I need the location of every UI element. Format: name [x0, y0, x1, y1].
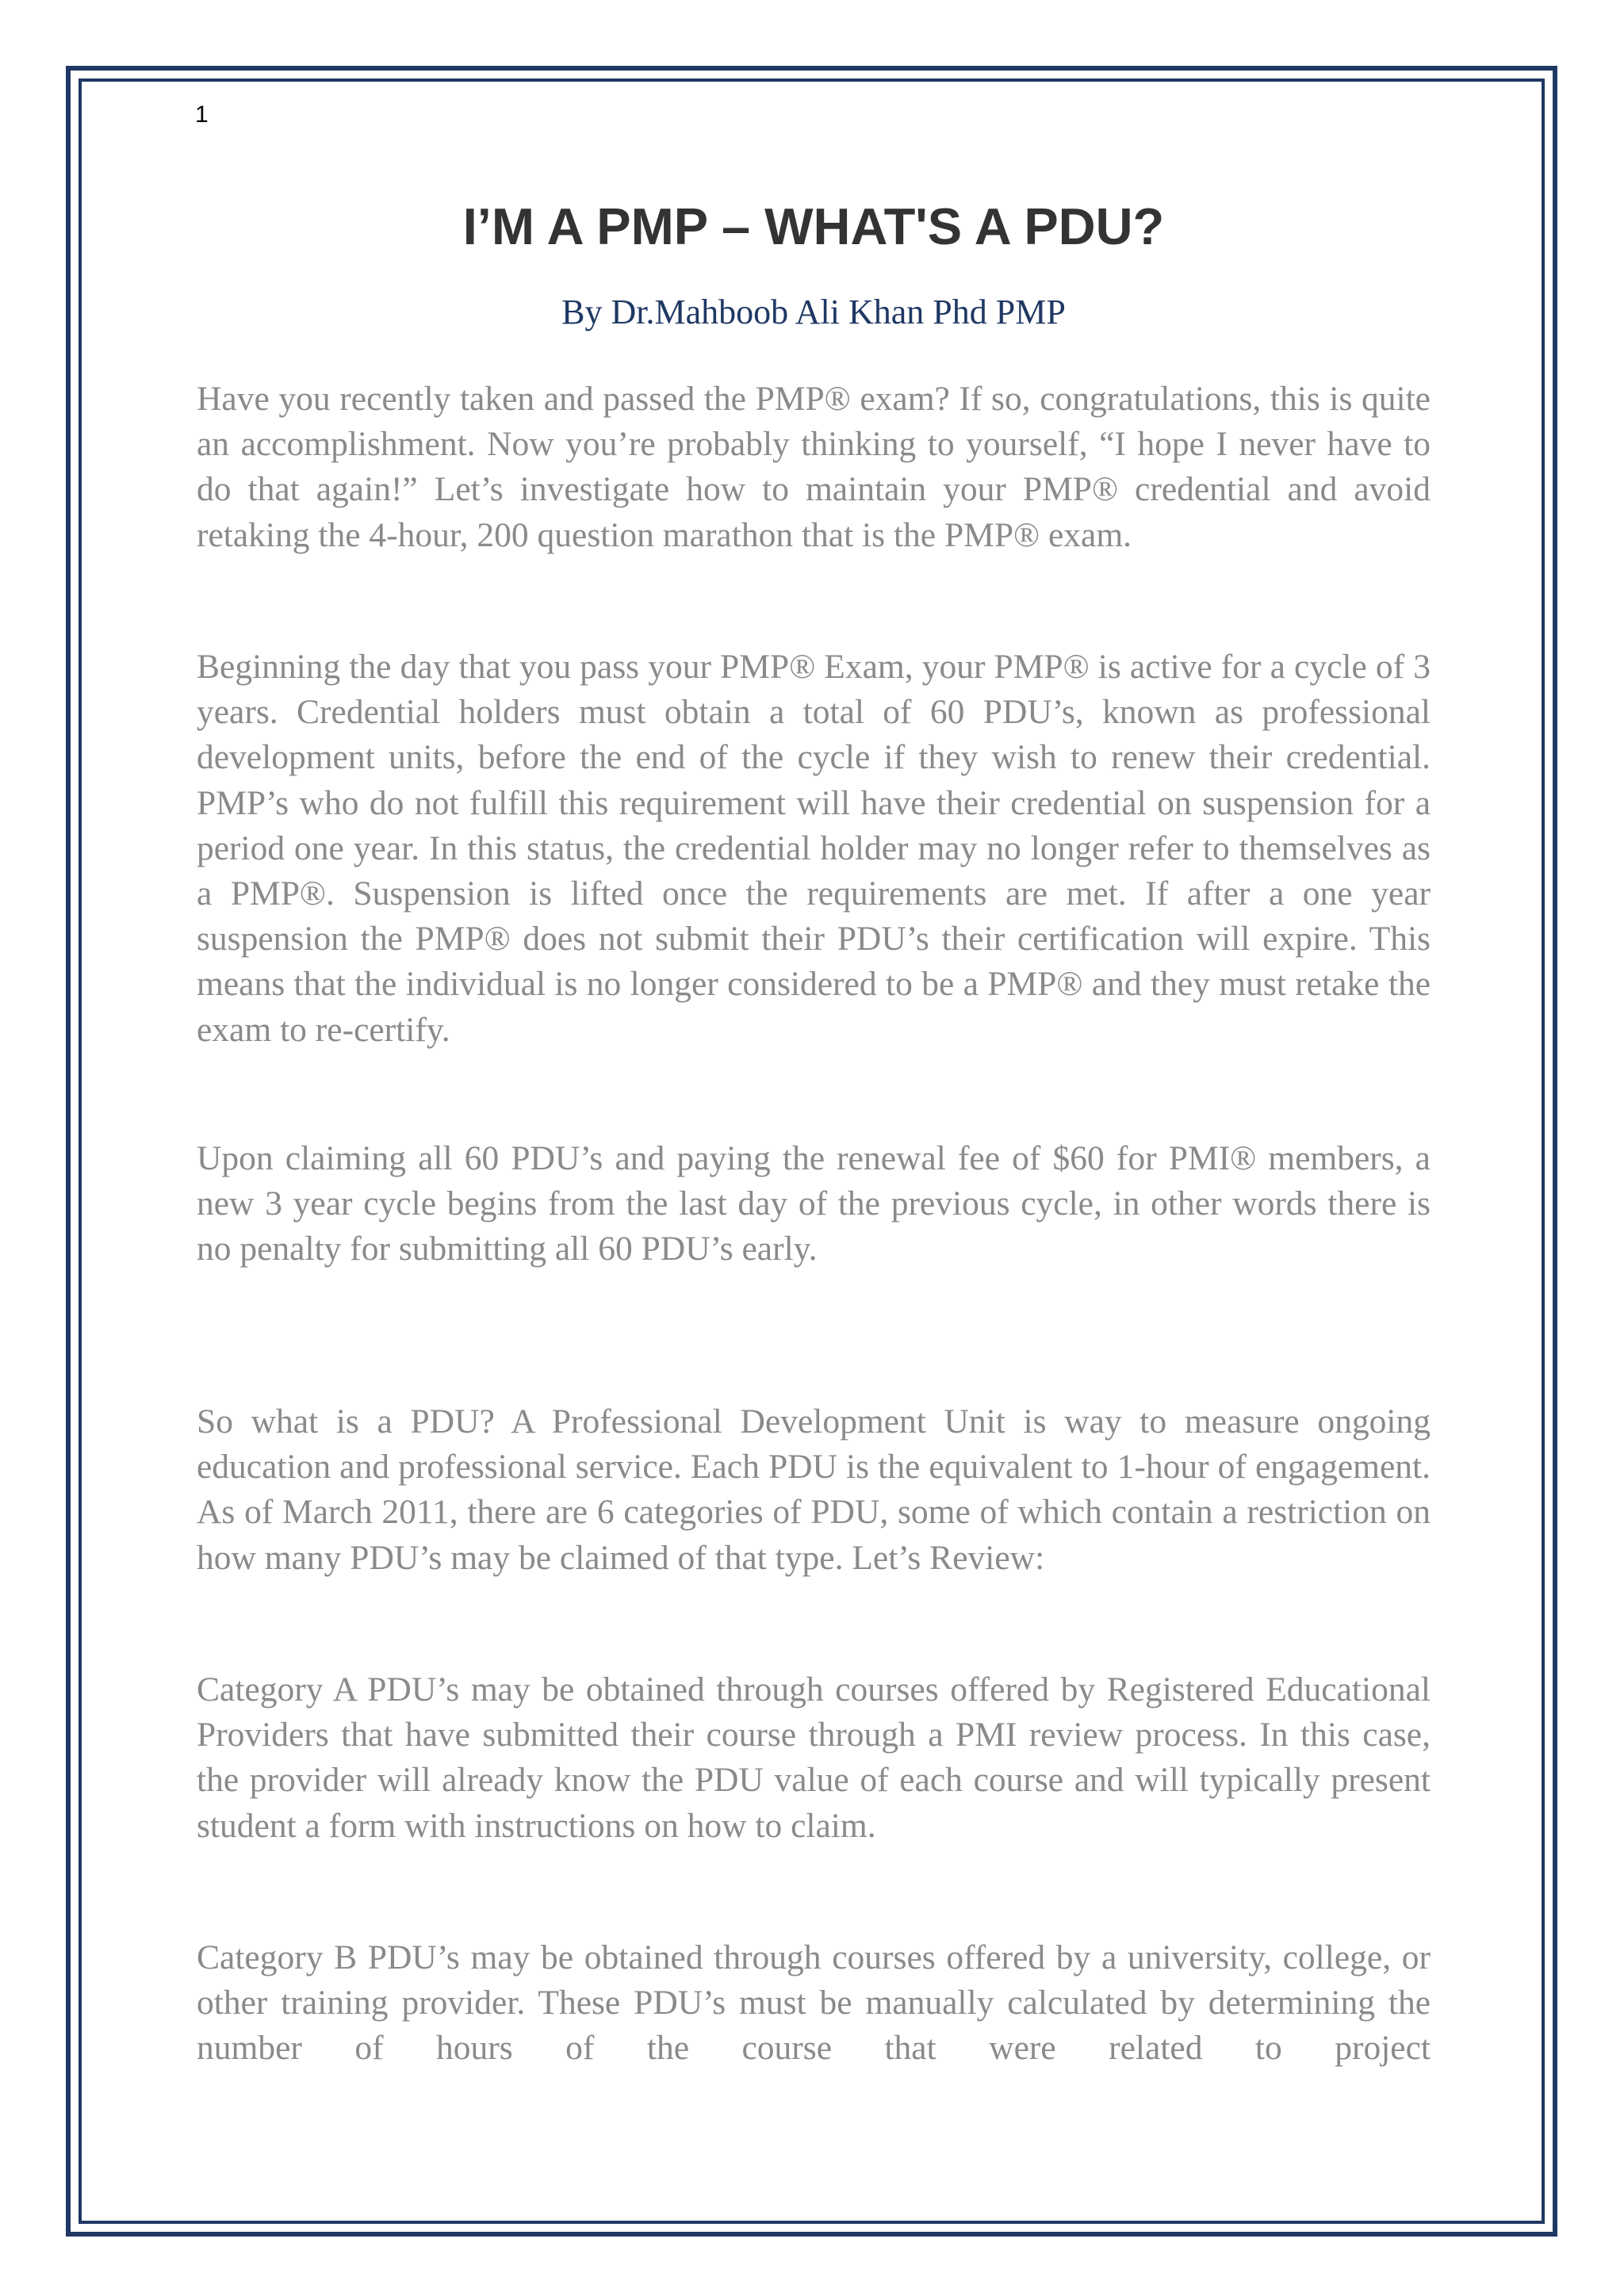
- document-author: By Dr.Mahboob Ali Khan Phd PMP: [561, 293, 1066, 331]
- paragraph-intro: Have you recently taken and passed the PMP® exam? If so, congratulations, this is quite an accomplishment. Now you’re probably thinking to yourself, “I hope I never have to do that again!” Let’s investigate how to maintain your PMP® credential and avoid retaking the 4-hour, 200 question marathon that is the PMP® exam.: [197, 380, 1431, 554]
- paragraph-category-a: Category A PDU’s may be obtained through courses offered by Registered Educational Providers that have submitted their course through a PMI review process. In this case, the provider will already know the PDU value of each course and will typically present student a form with instructions on how to claim.: [197, 1670, 1431, 1845]
- paragraph-cycle: Beginning the day that you pass your PMP® Exam, your PMP® is active for a cycle of 3 years. Credential holders must obtain a total of 60 PDU’s, known as professional development units, before the end of the cycle if they wish to renew their credential. PMP’s who do not fulfill this requirement will have their credential on suspension for a period one year. In this status, the credential holder may no longer refer to themselves as a PMP®. Suspension is lifted once the requirements are met. If after a one year suspension the PMP® does not submit their PDU’s their certification will expire. This means that the individual is no longer considered to be a PMP® and they must retake the exam to re-certify.: [197, 648, 1431, 1049]
- page-number: 1: [195, 101, 209, 128]
- paragraph-what-is-pdu: So what is a PDU? A Professional Development Unit is way to measure ongoing education and professional service. Each PDU is the equivalent to 1-hour of engagement. As of March 2011, there are 6 categories of PDU, some of which contain a restriction on how many PDU’s may be claimed of that type. Let’s Review:: [197, 1402, 1431, 1577]
- paragraph-renewal: Upon claiming all 60 PDU’s and paying the renewal fee of $60 for PMI® members, a new 3 year cycle begins from the last day of the previous cycle, in other words there is no penalty for submitting all 60 PDU’s early.: [197, 1139, 1431, 1269]
- document-title: I’M A PMP – WHAT'S A PDU?: [462, 197, 1165, 255]
- paragraph-category-b: Category B PDU’s may be obtained through courses offered by a university, college, or other training provider. These PDU’s must be manually calculated by determining the number of hours of the course that were related to project: [197, 1938, 1431, 2068]
